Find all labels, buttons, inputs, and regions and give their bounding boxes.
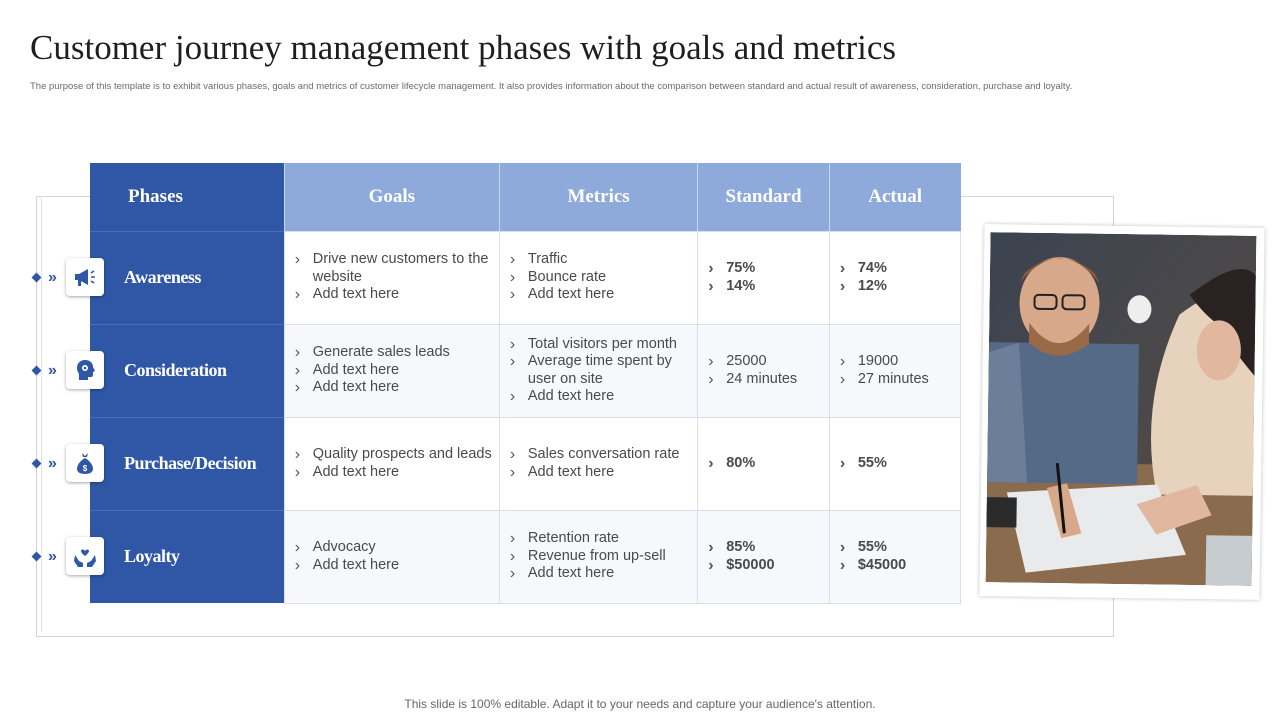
header-metrics: Metrics bbox=[499, 163, 697, 231]
phase-label: Loyalty bbox=[90, 510, 284, 603]
footer-note: This slide is 100% editable. Adapt it to your needs and capture your audience's attention. bbox=[404, 697, 876, 711]
actual-value: › 55% bbox=[840, 539, 960, 557]
metric-item: › Add text here bbox=[510, 565, 697, 583]
actual-value: › 55% bbox=[840, 455, 960, 473]
metrics-cell bbox=[499, 231, 697, 324]
row-marker: » bbox=[33, 548, 63, 568]
standard-cell bbox=[698, 510, 830, 603]
actual-cell bbox=[829, 510, 960, 603]
page-subtitle: The purpose of this template is to exhibit various phases, goals and metrics of customer lifecycle management. It also provides information about the comparison between standard and actual result of awareness, consideration, purchase and loyalty. bbox=[30, 81, 1073, 92]
metric-item: › Bounce rate bbox=[510, 269, 697, 287]
standard-value: › 75% bbox=[708, 260, 829, 278]
actual-value: › $45000 bbox=[840, 557, 960, 575]
table-row bbox=[90, 324, 961, 417]
goals-cell bbox=[284, 324, 499, 417]
standard-value: › 14% bbox=[708, 278, 829, 296]
goal-item: › Add text here bbox=[295, 362, 499, 380]
svg-text:$: $ bbox=[82, 464, 88, 473]
standard-value: › 80% bbox=[708, 455, 829, 473]
head-thinking-icon bbox=[66, 351, 104, 389]
metric-item: › Add text here bbox=[510, 464, 697, 482]
goal-item: › Quality prospects and leads bbox=[295, 446, 499, 464]
goals-cell bbox=[284, 510, 499, 603]
standard-value: › 24 minutes bbox=[708, 371, 829, 389]
goal-item: › Generate sales leads bbox=[295, 344, 499, 362]
table-row bbox=[90, 510, 961, 603]
phase-label: Purchase/Decision bbox=[90, 417, 284, 510]
standard-cell bbox=[698, 231, 830, 324]
row-marker: » bbox=[33, 269, 63, 289]
journey-table bbox=[90, 163, 961, 604]
actual-cell bbox=[829, 417, 960, 510]
table-row bbox=[90, 231, 961, 324]
standard-value: › $50000 bbox=[708, 557, 829, 575]
goal-item: › Add text here bbox=[295, 286, 499, 304]
money-bag-icon bbox=[66, 444, 104, 482]
megaphone-icon bbox=[66, 258, 104, 296]
row-marker: » bbox=[33, 455, 63, 475]
metric-item: › Retention rate bbox=[510, 530, 697, 548]
actual-value: › 74% bbox=[840, 260, 960, 278]
metric-item: › Traffic bbox=[510, 251, 697, 269]
metric-item: › Average time spent by user on site bbox=[510, 353, 697, 388]
standard-value: › 25000 bbox=[708, 353, 829, 371]
metrics-cell bbox=[499, 324, 697, 417]
standard-cell bbox=[698, 324, 830, 417]
standard-cell bbox=[698, 417, 830, 510]
metric-item: › Add text here bbox=[510, 286, 697, 304]
metrics-cell bbox=[499, 417, 697, 510]
table-header-row bbox=[90, 163, 961, 231]
phase-label: Consideration bbox=[90, 324, 284, 417]
goals-cell bbox=[284, 231, 499, 324]
metric-item: › Add text here bbox=[510, 388, 697, 406]
metric-item: › Sales conversation rate bbox=[510, 446, 697, 464]
metric-item: › Revenue from up-sell bbox=[510, 548, 697, 566]
goal-item: › Add text here bbox=[295, 464, 499, 482]
page-title: Customer journey management phases with goals and metrics bbox=[30, 28, 897, 67]
hands-heart-icon bbox=[66, 537, 104, 575]
row-marker: » bbox=[33, 362, 63, 382]
metrics-cell bbox=[499, 510, 697, 603]
header-goals: Goals bbox=[284, 163, 499, 231]
header-phases: Phases bbox=[90, 163, 284, 231]
actual-value: › 27 minutes bbox=[840, 371, 960, 389]
header-actual: Actual bbox=[829, 163, 960, 231]
actual-value: › 12% bbox=[840, 278, 960, 296]
goal-item: › Add text here bbox=[295, 379, 499, 397]
metric-item: › Total visitors per month bbox=[510, 336, 697, 354]
team-photo-frame bbox=[979, 224, 1264, 600]
actual-cell bbox=[829, 231, 960, 324]
team-photo bbox=[986, 232, 1257, 586]
actual-value: › 19000 bbox=[840, 353, 960, 371]
goal-item: › Advocacy bbox=[295, 539, 499, 557]
goals-cell bbox=[284, 417, 499, 510]
header-standard: Standard bbox=[698, 163, 830, 231]
phase-label: Awareness bbox=[90, 231, 284, 324]
standard-value: › 85% bbox=[708, 539, 829, 557]
table-row bbox=[90, 417, 961, 510]
actual-cell bbox=[829, 324, 960, 417]
goal-item: › Add text here bbox=[295, 557, 499, 575]
goal-item: › Drive new customers to the website bbox=[295, 251, 499, 286]
